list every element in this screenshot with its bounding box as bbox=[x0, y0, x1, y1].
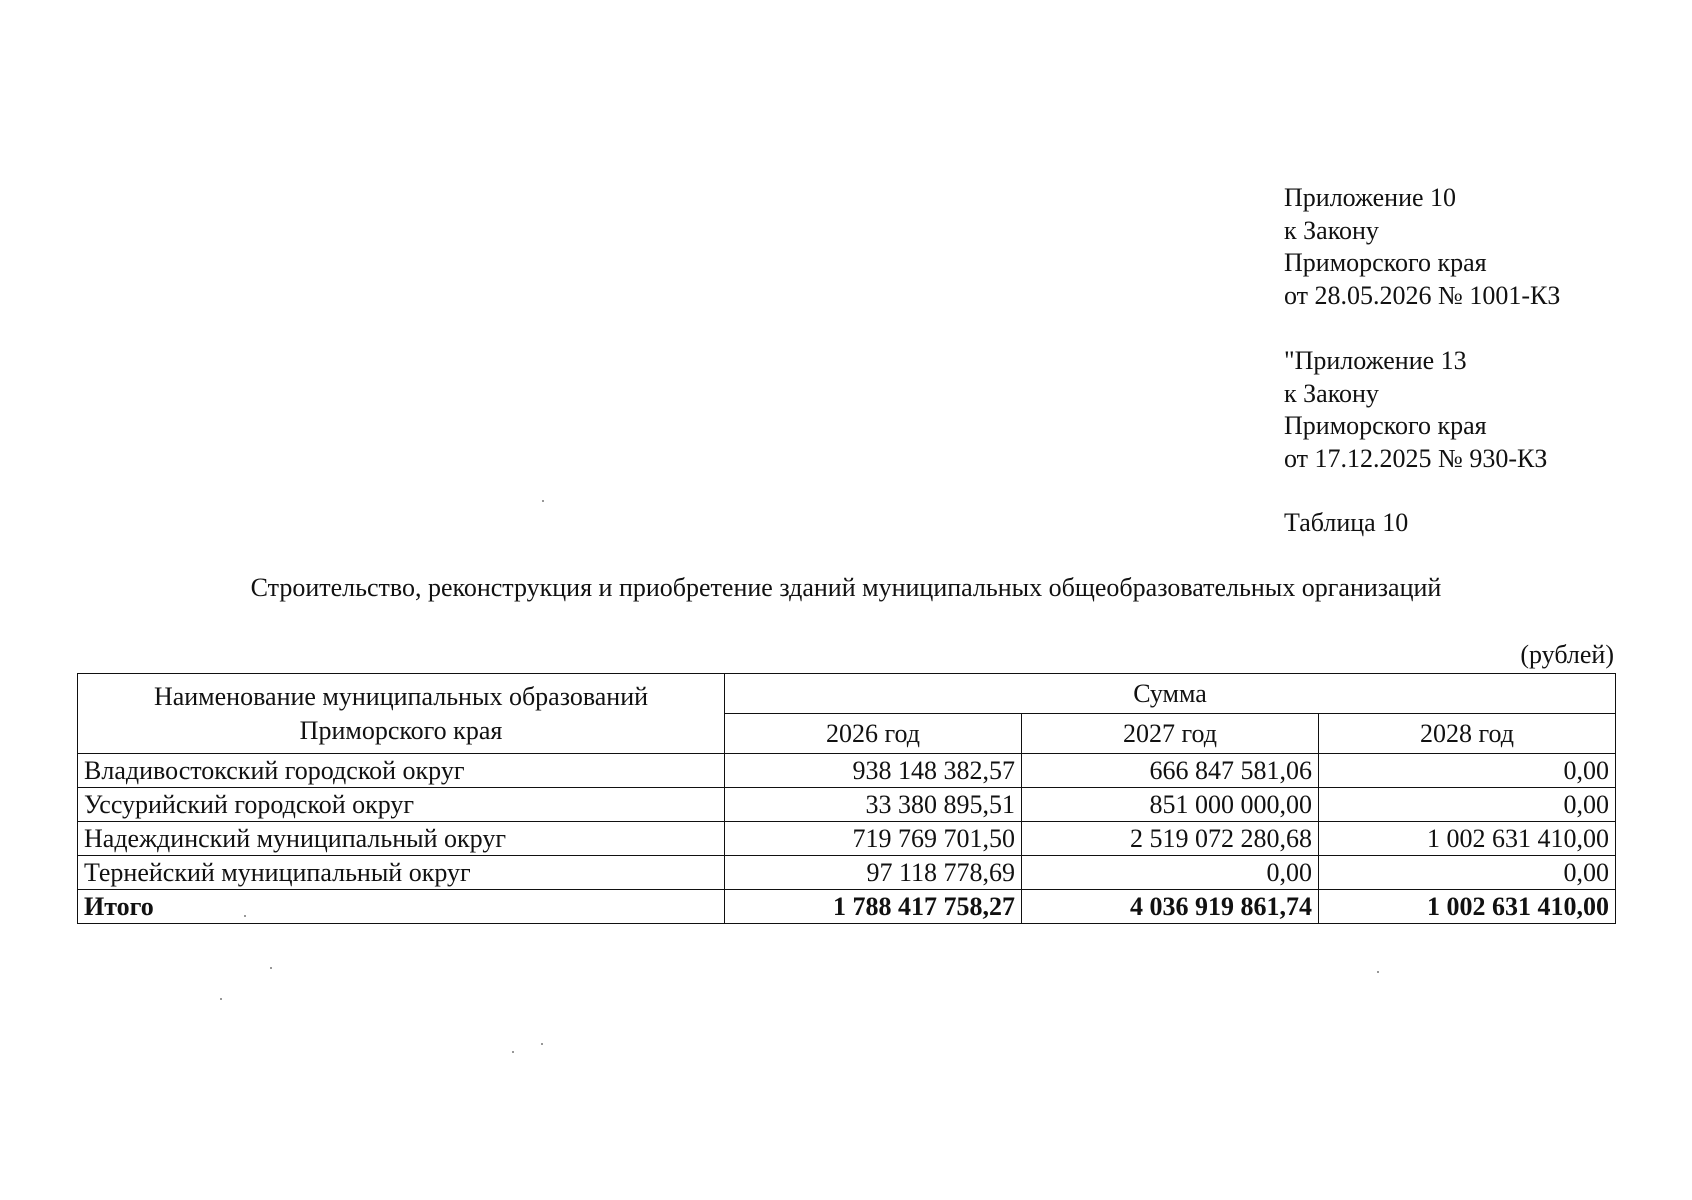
total-2026: 1 788 417 758,27 bbox=[725, 890, 1022, 924]
year-header-2026: 2026 год bbox=[725, 714, 1022, 754]
original-appendix-line: "Приложение 13 bbox=[1284, 346, 1467, 375]
amount-2027: 0,00 bbox=[1022, 856, 1319, 890]
scan-speck bbox=[1377, 971, 1379, 973]
scan-speck bbox=[244, 915, 246, 917]
amount-2027: 2 519 072 280,68 bbox=[1022, 822, 1319, 856]
appendix-line: от 28.05.2026 № 1001-КЗ bbox=[1284, 280, 1561, 310]
amount-2026: 938 148 382,57 bbox=[725, 754, 1022, 788]
total-2028: 1 002 631 410,00 bbox=[1319, 890, 1616, 924]
table-row bbox=[78, 754, 1616, 788]
year-header-2027: 2027 год bbox=[1022, 714, 1319, 754]
appendix-line: Приложение 10 bbox=[1284, 183, 1457, 212]
municipality-column-header bbox=[78, 674, 725, 754]
amount-2027: 851 000 000,00 bbox=[1022, 788, 1319, 822]
municipality-name: Надеждинский муниципальный округ bbox=[78, 822, 725, 856]
table-row bbox=[78, 856, 1616, 890]
total-2027: 4 036 919 861,74 bbox=[1022, 890, 1319, 924]
municipality-header-line1: Наименование муниципальных образований bbox=[153, 681, 649, 711]
appendix-reference bbox=[1284, 182, 1560, 312]
appendix-line: Приморского края bbox=[1284, 248, 1487, 277]
table-row bbox=[78, 822, 1616, 856]
amount-2026: 33 380 895,51 bbox=[725, 788, 1022, 822]
total-row bbox=[78, 890, 1616, 924]
municipality-name: Владивостокский городской округ bbox=[78, 754, 725, 788]
amount-2028: 0,00 bbox=[1319, 788, 1616, 822]
units-label: (рублей) bbox=[1520, 640, 1614, 669]
original-appendix-line: Приморского края bbox=[1284, 411, 1487, 440]
municipality-name: Тернейский муниципальный округ bbox=[78, 856, 725, 890]
scan-speck bbox=[512, 1051, 514, 1053]
scan-speck bbox=[541, 1043, 543, 1045]
table-label: Таблица 10 bbox=[1284, 508, 1409, 537]
funding-table bbox=[77, 673, 1616, 924]
appendix-line: к Закону bbox=[1284, 215, 1379, 245]
scan-speck bbox=[220, 998, 222, 1000]
scan-speck bbox=[542, 500, 544, 502]
amount-2028: 1 002 631 410,00 bbox=[1319, 822, 1616, 856]
municipality-header-line2: Приморского края bbox=[299, 715, 503, 745]
table-header-row bbox=[78, 674, 1616, 714]
amount-2026: 97 118 778,69 bbox=[725, 856, 1022, 890]
original-appendix-line: от 17.12.2025 № 930-КЗ bbox=[1284, 443, 1548, 473]
amount-2028: 0,00 bbox=[1319, 754, 1616, 788]
amount-2027: 666 847 581,06 bbox=[1022, 754, 1319, 788]
total-label: Итого bbox=[78, 890, 725, 924]
scan-speck bbox=[270, 967, 272, 969]
document-title: Строительство, реконструкция и приобретение зданий муниципальных общеобразовательных организаций bbox=[250, 573, 1442, 602]
amount-2028: 0,00 bbox=[1319, 856, 1616, 890]
original-appendix-reference bbox=[1284, 345, 1547, 475]
municipality-name: Уссурийский городской округ bbox=[78, 788, 725, 822]
original-appendix-line: к Закону bbox=[1284, 378, 1379, 408]
year-header-2028: 2028 год bbox=[1319, 714, 1616, 754]
amount-2026: 719 769 701,50 bbox=[725, 822, 1022, 856]
table-row bbox=[78, 788, 1616, 822]
sum-column-header: Сумма bbox=[725, 674, 1616, 714]
